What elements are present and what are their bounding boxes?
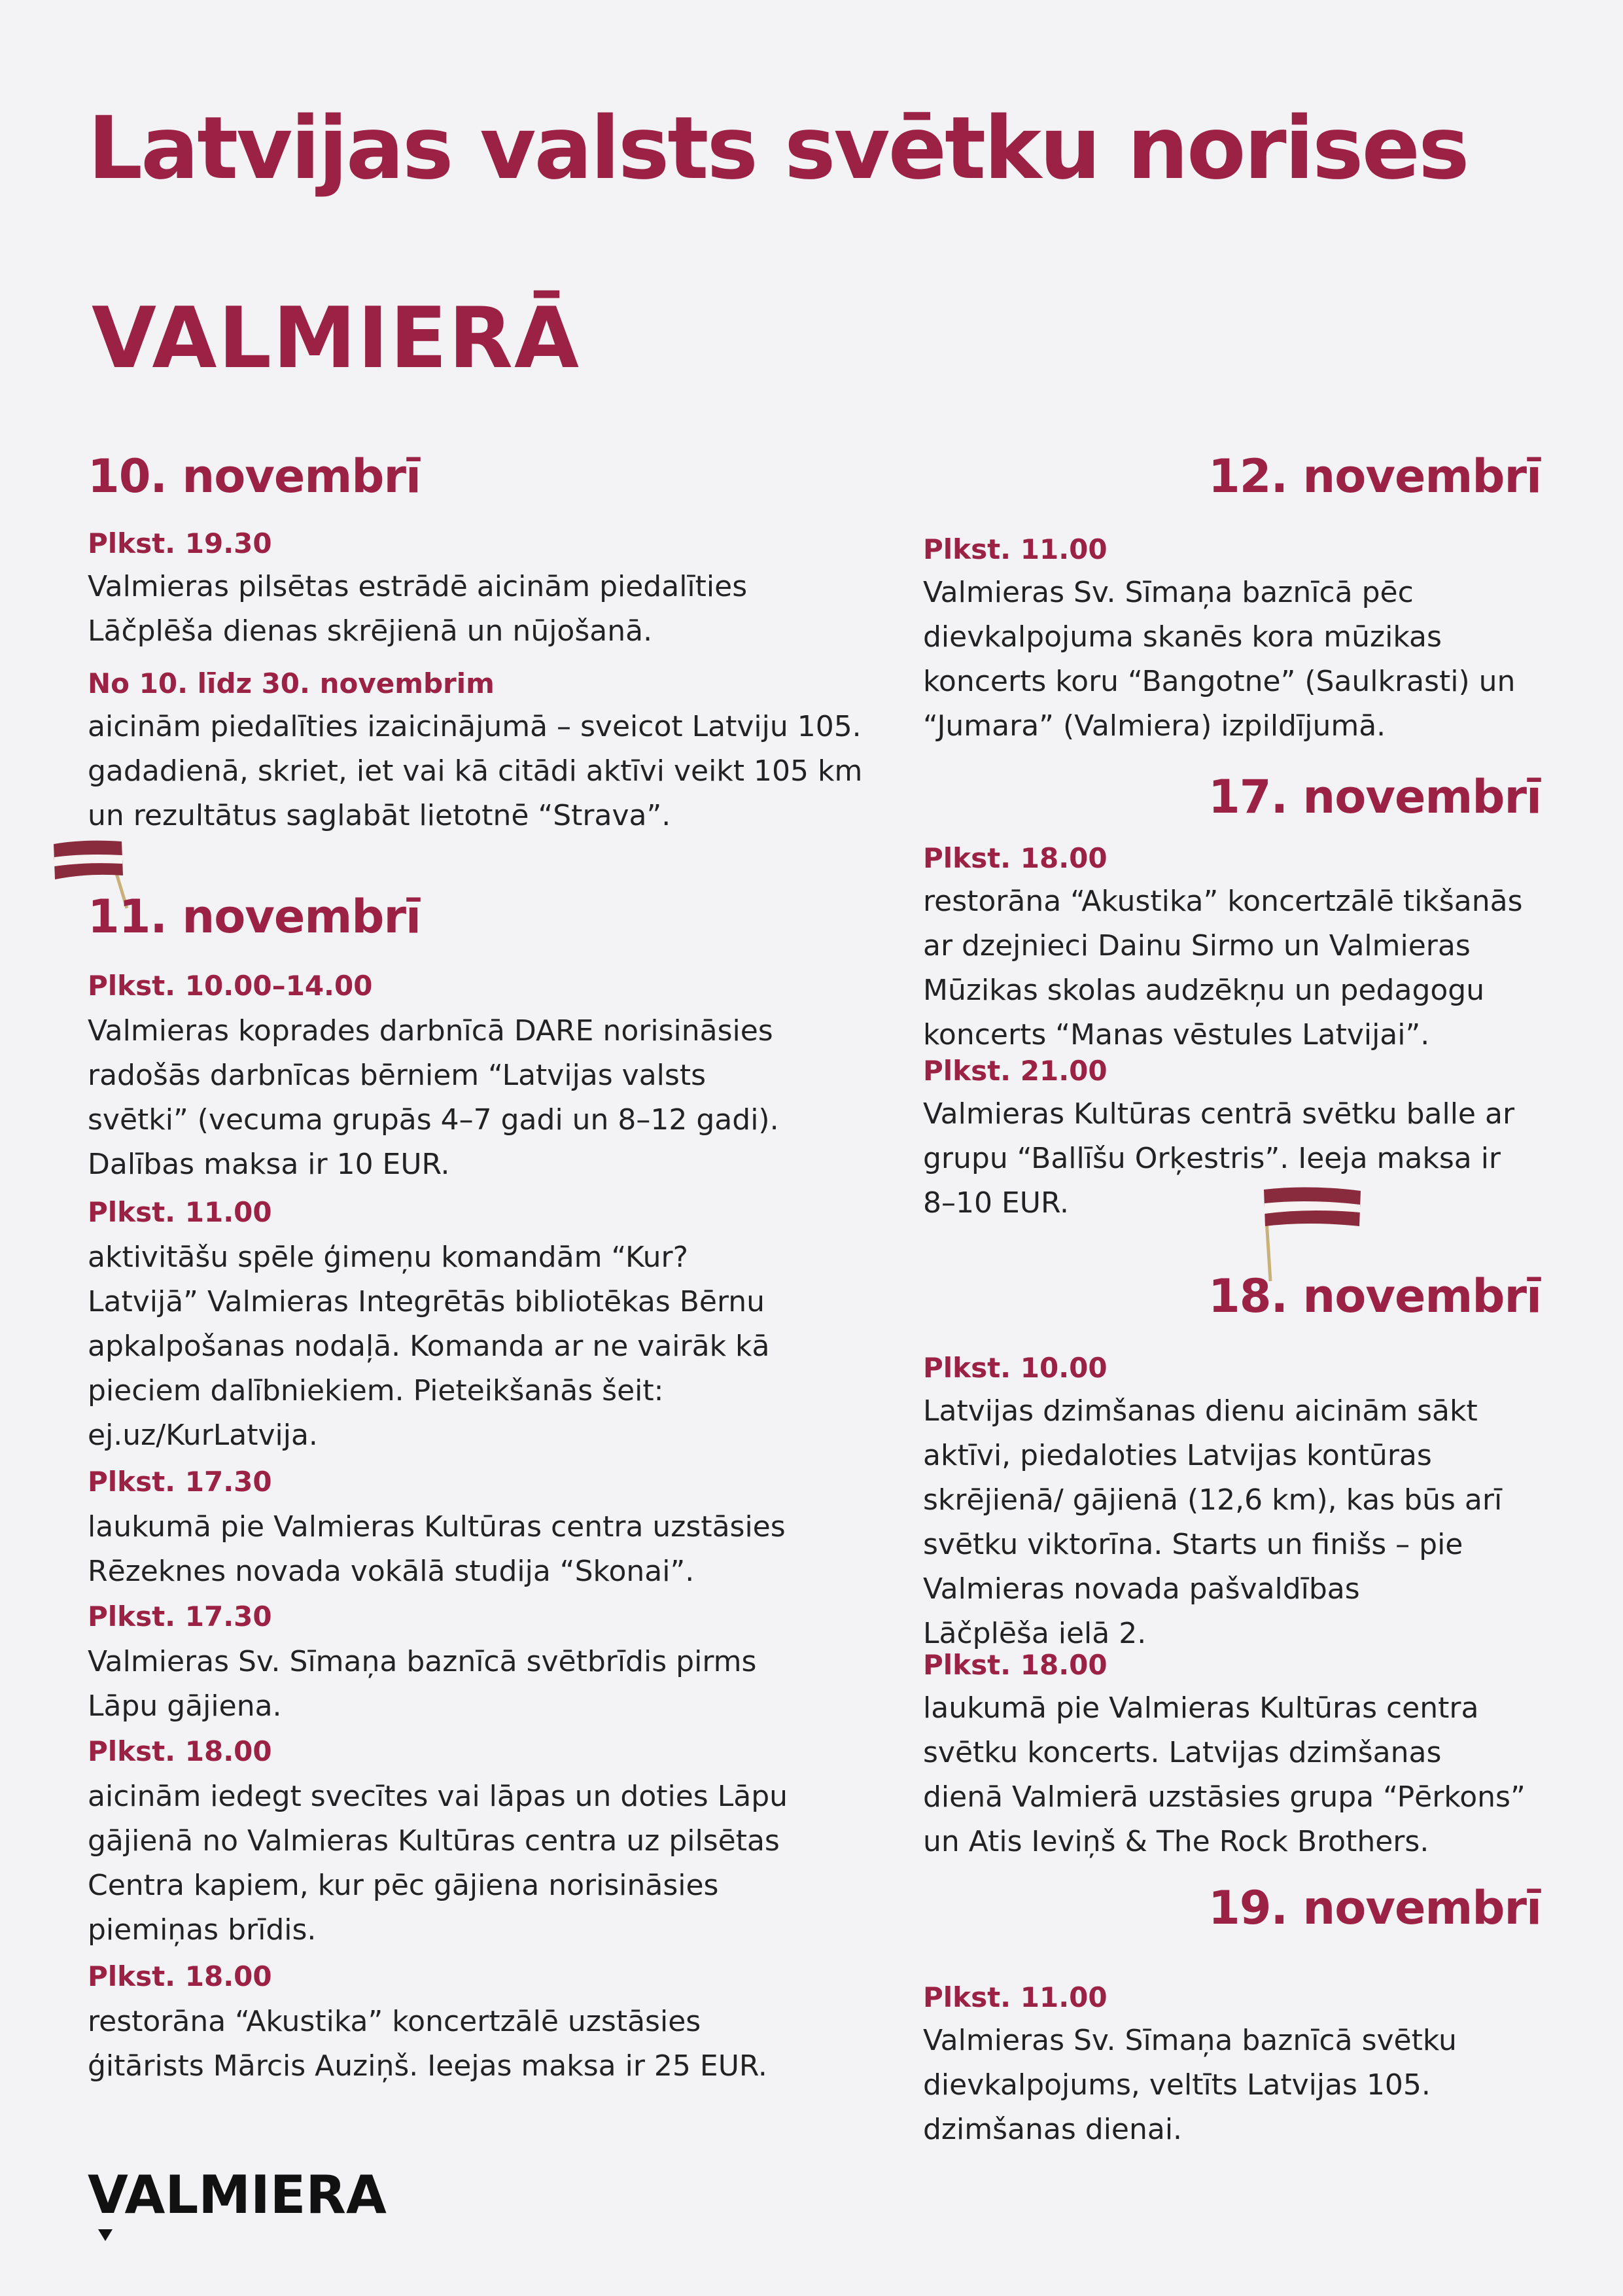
event-description (923, 571, 1541, 749)
event-text-line: aktīvi, piedaloties Latvijas kontūras (923, 1439, 1432, 1472)
event-text-line: piemiņas brīdis. (88, 1913, 317, 1947)
event-text-line: Mūzikas skolas audzēkņu un pedagogu (923, 974, 1485, 1007)
event-entry (88, 1196, 892, 1229)
event-text-line: grupu “Ballīšu Orķestris”. Ieeja maksa ir (923, 1142, 1501, 1175)
valmiera-logo: VALMIERA (88, 2164, 387, 2225)
event-text-line: ej.uz/KurLatvija. (88, 1419, 318, 1452)
event-text-line: Latvijā” Valmieras Integrētās bibliotēkas Bērnu (88, 1285, 765, 1318)
event-time: Plkst. 17.30 (88, 1466, 272, 1498)
event-text-line: gājienā no Valmieras Kultūras centra uz pilsētas (88, 1824, 780, 1858)
event-text-line: Rēzeknes novada vokālā studija “Skonai”. (88, 1555, 695, 1588)
event-text-line: Valmieras novada pašvaldības (923, 1572, 1360, 1606)
day-section-12-nov (923, 451, 1541, 502)
event-entry (923, 1055, 1541, 1087)
event-text-line: Lāčplēša dienas skrējienā un nūjošanā. (88, 614, 653, 648)
event-text-line: Valmieras Sv. Sīmaņa baznīcā pēc (923, 576, 1414, 609)
event-description (923, 1389, 1541, 1656)
logo-mark-icon (98, 2229, 113, 2241)
event-text-line: ar dzejnieci Dainu Sirmo un Valmieras (923, 929, 1471, 963)
event-text-line: 8–10 EUR. (923, 1186, 1069, 1220)
event-entry (88, 527, 892, 560)
event-text-line: restorāna “Akustika” koncertzālē uzstāsies (88, 2005, 701, 2038)
event-entry (88, 1466, 892, 1498)
page-subtitle: VALMIERĀ (92, 290, 581, 387)
event-text-line: Valmieras Sv. Sīmaņa baznīcā svētbrīdis pirms (88, 1645, 757, 1678)
event-text-line: Centra kapiem, kur pēc gājiena norisināsies (88, 1869, 719, 1902)
day-section-11-nov (88, 892, 892, 942)
event-time: Plkst. 10.00–14.00 (88, 970, 373, 1002)
event-text-line: ģitārists Mārcis Auziņš. Ieejas maksa ir 25 EUR. (88, 2049, 767, 2083)
event-text-line: Valmieras pilsētas estrādē aicinām piedalīties (88, 570, 748, 603)
day-heading: 17. novembrī (1208, 770, 1541, 824)
event-text-line: Valmieras Sv. Sīmaņa baznīcā svētku (923, 2024, 1457, 2057)
event-time: Plkst. 19.30 (88, 527, 272, 559)
event-entry (923, 1352, 1541, 1385)
event-text-line: gadadienā, skriet, iet vai kā citādi aktīvi veikt 105 km (88, 754, 863, 788)
event-entry (923, 842, 1541, 875)
event-description (923, 1092, 1541, 1226)
day-heading: 12. novembrī (1208, 450, 1541, 503)
event-text-line: Valmieras koprades darbnīcā DARE norisināsies (88, 1014, 773, 1048)
event-description (88, 1775, 892, 1952)
event-text-line: radošās darbnīcas bērniem “Latvijas valsts (88, 1059, 706, 1092)
event-text-line: aktivitāšu spēle ģimeņu komandām “Kur? (88, 1241, 688, 1274)
event-description (88, 1640, 892, 1729)
event-text-line: aicinām piedalīties izaicinājumā – sveicot Latviju 105. (88, 710, 862, 743)
event-entry (88, 1960, 892, 1993)
event-text-line: dievkalpojums, veltīts Latvijas 105. (923, 2068, 1431, 2102)
event-description (88, 1009, 892, 1187)
event-description (88, 705, 892, 838)
event-time: Plkst. 18.00 (88, 1960, 272, 1992)
event-description (923, 879, 1541, 1057)
day-heading: 18. novembrī (1208, 1269, 1541, 1323)
event-text-line: svētku koncerts. Latvijas dzimšanas (923, 1736, 1442, 1769)
event-text-line: aicinām iedegt svecītes vai lāpas un doties Lāpu (88, 1780, 788, 1813)
event-time: Plkst. 11.00 (923, 1981, 1108, 2013)
event-description (88, 565, 892, 654)
event-text-line: “Jumara” (Valmiera) izpildījumā. (923, 709, 1386, 743)
event-text-line: Lāčplēša ielā 2. (923, 1617, 1147, 1650)
event-entry (88, 1600, 892, 1633)
event-text-line: Valmieras Kultūras centrā svētku balle ar (923, 1097, 1515, 1131)
event-text-line: dievkalpojuma skanēs kora mūzikas (923, 620, 1442, 654)
event-text-line: Lāpu gājiena. (88, 1689, 282, 1723)
day-section-19-nov (923, 1883, 1541, 1934)
event-text-line: svētki” (vecuma grupās 4–7 gadi un 8–12 gadi). (88, 1103, 779, 1137)
event-time: Plkst. 18.00 (923, 1649, 1108, 1681)
event-time: Plkst. 17.30 (88, 1600, 272, 1633)
event-description (88, 2000, 892, 2089)
event-text-line: Latvijas dzimšanas dienu aicinām sākt (923, 1394, 1478, 1428)
event-description (923, 2019, 1541, 2152)
day-heading: 10. novembrī (88, 450, 421, 503)
event-entry (923, 533, 1541, 566)
day-section-17-nov (923, 772, 1541, 822)
event-text-line: dienā Valmierā uzstāsies grupa “Pērkons” (923, 1780, 1526, 1814)
event-text-line: svētku viktorīna. Starts un finišs – pie (923, 1528, 1463, 1561)
event-text-line: skrējienā/ gājienā (12,6 km), kas būs arī (923, 1483, 1503, 1517)
event-time: Plkst. 18.00 (88, 1735, 272, 1767)
event-time: Plkst. 21.00 (923, 1055, 1108, 1087)
event-text-line: pieciem dalībniekiem. Pieteikšanās šeit: (88, 1374, 664, 1407)
event-entry (923, 1649, 1541, 1682)
day-heading: 11. novembrī (88, 890, 421, 944)
event-text-line: un Atis Ieviņš & The Rock Brothers. (923, 1825, 1429, 1858)
event-time: Plkst. 18.00 (923, 842, 1108, 874)
event-description (88, 1235, 892, 1458)
event-text-line: dzimšanas dienai. (923, 2113, 1183, 2146)
event-entry (88, 667, 892, 700)
event-time: No 10. līdz 30. novembrim (88, 667, 495, 699)
event-description (88, 1505, 892, 1594)
event-text-line: Dalības maksa ir 10 EUR. (88, 1148, 450, 1181)
event-text-line: koncerts “Manas vēstules Latvijai”. (923, 1018, 1430, 1051)
event-text-line: restorāna “Akustika” koncertzālē tikšanās (923, 885, 1523, 918)
event-entry (923, 1981, 1541, 2014)
event-text-line: koncerts koru “Bangotne” (Saulkrasti) un (923, 665, 1516, 698)
event-text-line: apkalpošanas nodaļā. Komanda ar ne vairāk kā (88, 1330, 770, 1363)
event-entry (88, 1735, 892, 1768)
event-time: Plkst. 11.00 (923, 533, 1108, 565)
event-time: Plkst. 10.00 (923, 1352, 1108, 1384)
day-section-18-nov (923, 1271, 1541, 1322)
day-heading: 19. novembrī (1208, 1881, 1541, 1935)
page-title: Latvijas valsts svētku norises (88, 98, 1468, 199)
event-text-line: laukumā pie Valmieras Kultūras centra (923, 1691, 1479, 1725)
event-text-line: un rezultātus saglabāt lietotnē “Strava”. (88, 799, 671, 832)
event-description (923, 1686, 1541, 1864)
event-text-line: laukumā pie Valmieras Kultūras centra uzstāsies (88, 1510, 786, 1544)
day-section-10-nov (88, 451, 892, 502)
event-entry (88, 970, 892, 1002)
event-time: Plkst. 11.00 (88, 1196, 272, 1228)
